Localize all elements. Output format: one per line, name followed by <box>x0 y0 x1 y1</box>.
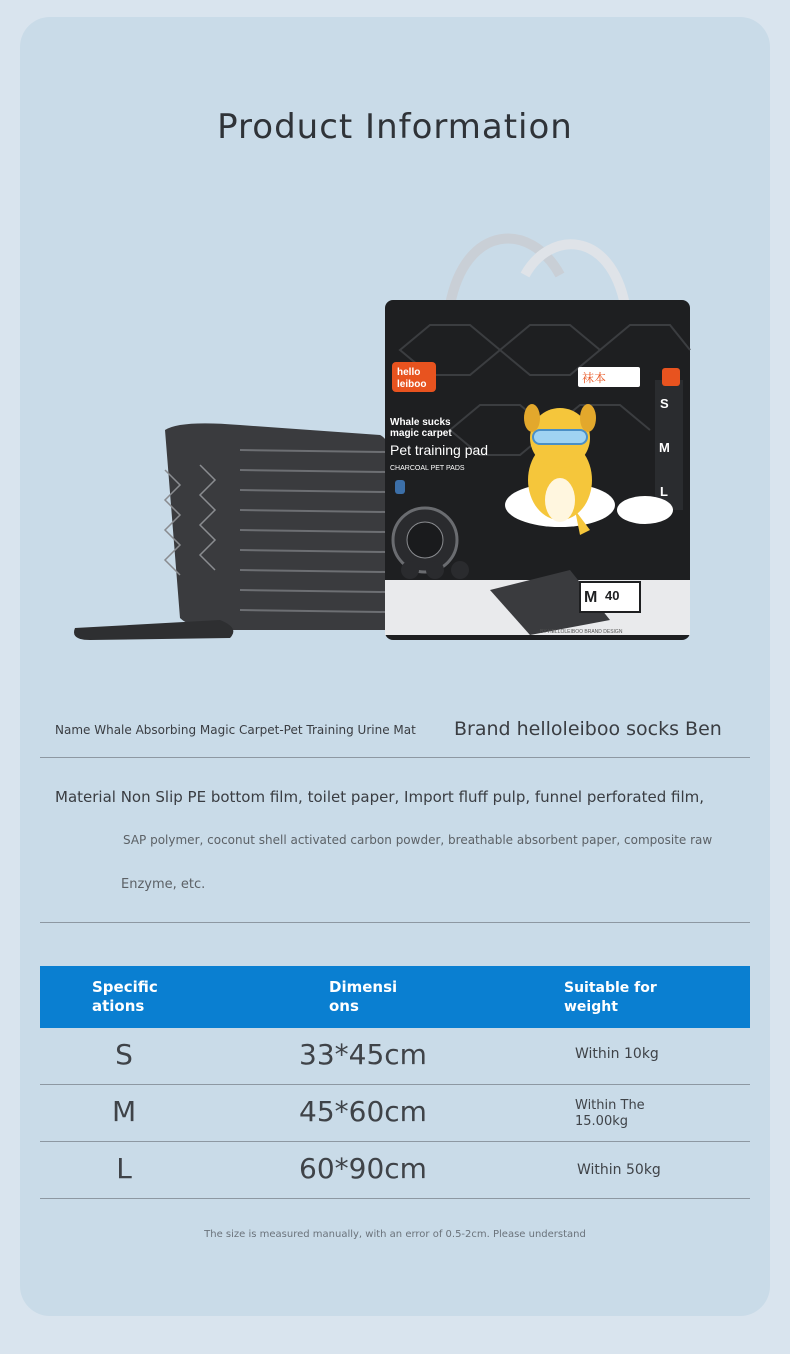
product-brand: Brand helloleiboo socks Ben <box>454 718 722 740</box>
table-row <box>40 1142 750 1199</box>
page-title: Product Information <box>217 107 573 147</box>
row-dimension: 45*60cm <box>299 1095 427 1128</box>
header-weight: Suitable for weight <box>564 980 657 1015</box>
product-name: Name Whale Absorbing Magic Carpet-Pet Training Urine Mat <box>55 723 416 737</box>
pack-footer: BY HELLOLEIBOO BRAND DESIGN <box>540 629 623 635</box>
product-image <box>70 230 695 660</box>
table-row <box>40 1028 750 1085</box>
cn-brand: 袜本 <box>582 371 607 385</box>
row-weight: Within 10kg <box>575 1046 659 1062</box>
table-header <box>40 966 750 1028</box>
row-size: M <box>112 1095 137 1128</box>
headline-line2: magic carpet <box>390 428 452 439</box>
divider <box>40 922 750 923</box>
size-badge-letter: M <box>584 589 598 606</box>
row-size: L <box>116 1152 132 1185</box>
headline-line1: Whale sucks <box>390 417 451 428</box>
pack-size-l: L <box>660 484 668 499</box>
logo-text-2: leiboo <box>397 379 427 390</box>
measurement-note: The size is measured manually, with an error of 0.5-2cm. Please understand <box>204 1229 586 1240</box>
pack-size-s: S <box>660 396 669 411</box>
pad-stack <box>165 423 388 630</box>
logo-text-1: hello <box>397 367 421 378</box>
material-line-3: Enzyme, etc. <box>121 877 206 892</box>
row-size: S <box>115 1038 133 1071</box>
bag-handle <box>525 244 625 305</box>
pad-sheet <box>74 620 233 640</box>
material-line-1: Material Non Slip PE bottom film, toilet paper, Import fluff pulp, funnel perforated film, <box>55 788 704 806</box>
header-dimensions: Dimensi ons <box>329 978 398 1015</box>
brand-logo-side <box>662 368 680 386</box>
row-dimension: 60*90cm <box>299 1152 427 1185</box>
cloud <box>617 496 673 524</box>
size-badge-count: 40 <box>605 588 620 603</box>
pack-size-m: M <box>659 440 670 455</box>
header-specifications: Specific ations <box>92 978 158 1015</box>
row-weight: Within The 15.00kg <box>575 1098 645 1129</box>
divider <box>40 757 750 758</box>
row-dimension: 33*45cm <box>299 1038 427 1071</box>
pack-title: Pet training pad <box>390 442 489 458</box>
row-weight: Within 50kg <box>577 1162 661 1178</box>
material-line-2: SAP polymer, coconut shell activated carbon powder, breathable absorbent paper, composite raw <box>123 833 713 847</box>
spec-table <box>40 966 750 1199</box>
table-row <box>40 1085 750 1142</box>
pack-subtitle: CHARCOAL PET PADS <box>390 465 465 472</box>
